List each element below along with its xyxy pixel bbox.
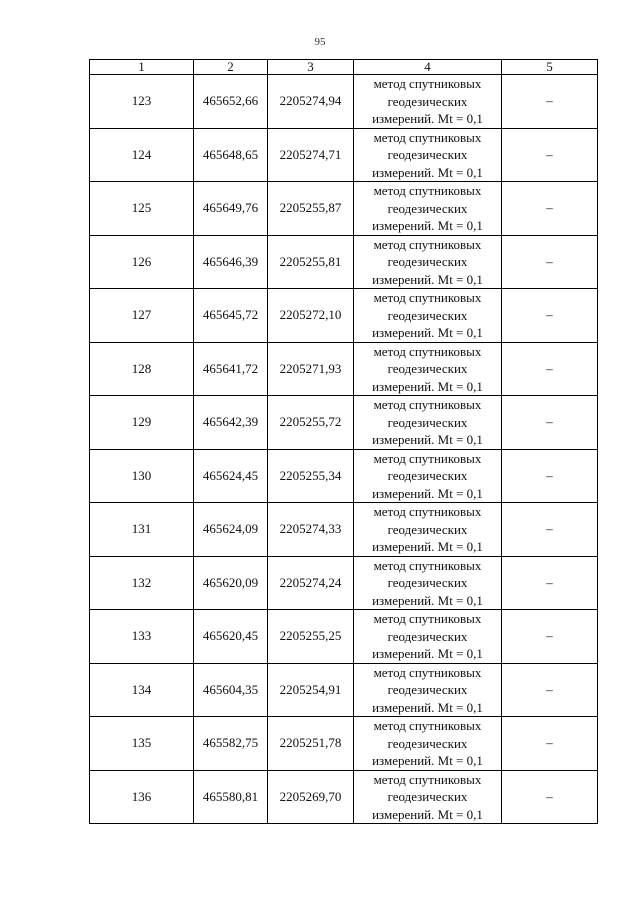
- method-cell: [354, 610, 502, 664]
- x-coordinate-cell: 465648,65: [194, 128, 268, 182]
- header-col-2: 2: [194, 60, 268, 75]
- method-line: измерений. Mt = 0,1: [372, 432, 483, 447]
- method-line: геодезических: [387, 254, 468, 269]
- method-line: метод спутниковых: [373, 76, 482, 91]
- note-cell: –: [502, 503, 598, 557]
- y-coordinate-cell: 2205251,78: [268, 717, 354, 771]
- method-line: измерений. Mt = 0,1: [372, 485, 483, 501]
- y-coordinate-cell: 2205274,71: [268, 128, 354, 182]
- x-coordinate-cell: 465604,35: [194, 663, 268, 717]
- method-line: метод спутниковых: [373, 664, 482, 680]
- header-col-3: 3: [268, 60, 354, 75]
- table-row: [90, 396, 598, 450]
- method-cell: [354, 396, 502, 450]
- method-line: геодезических: [387, 200, 468, 216]
- header-col-1: 1: [90, 60, 194, 75]
- y-coordinate-cell: 2205255,25: [268, 610, 354, 664]
- page-number: 95: [314, 36, 326, 48]
- method-line: геодезических: [387, 93, 468, 109]
- method-cell: [354, 342, 502, 396]
- table-row: [90, 128, 598, 182]
- point-number-cell: 124: [90, 128, 194, 182]
- method-line: измерений. Mt = 0,1: [372, 164, 483, 180]
- method-line: геодезических: [387, 307, 468, 323]
- point-number-cell: 128: [90, 342, 194, 396]
- method-cell: [354, 770, 502, 824]
- method-cell: [354, 182, 502, 236]
- note-cell: –: [502, 235, 598, 289]
- note-cell: –: [502, 610, 598, 664]
- method-cell: [354, 556, 502, 610]
- table-row: [90, 182, 598, 236]
- x-coordinate-cell: 465624,45: [194, 449, 268, 503]
- x-coordinate-cell: 465646,39: [194, 235, 268, 289]
- table-row: [90, 663, 598, 717]
- method-line: геодезических: [387, 468, 468, 483]
- x-coordinate-cell: 465642,39: [194, 396, 268, 450]
- method-cell: [354, 235, 502, 289]
- method-line: измерений. Mt = 0,1: [372, 271, 483, 287]
- note-cell: –: [502, 182, 598, 236]
- method-line: метод спутниковых: [373, 290, 482, 305]
- y-coordinate-cell: 2205274,33: [268, 503, 354, 557]
- method-line: геодезических: [387, 361, 468, 376]
- header-col-5: 5: [502, 60, 598, 75]
- method-line: измерений. Mt = 0,1: [372, 646, 483, 661]
- note-cell: –: [502, 342, 598, 396]
- table-row: [90, 556, 598, 610]
- method-line: метод спутниковых: [373, 129, 482, 145]
- method-line: метод спутниковых: [373, 771, 482, 787]
- point-number-cell: 132: [90, 556, 194, 610]
- y-coordinate-cell: 2205254,91: [268, 663, 354, 717]
- x-coordinate-cell: 465580,81: [194, 770, 268, 824]
- point-number-cell: 125: [90, 182, 194, 236]
- x-coordinate-cell: 465620,09: [194, 556, 268, 610]
- method-line: измерений. Mt = 0,1: [372, 753, 483, 768]
- note-cell: –: [502, 289, 598, 343]
- point-number-cell: 135: [90, 717, 194, 771]
- method-line: измерений. Mt = 0,1: [372, 111, 483, 126]
- point-number-cell: 136: [90, 770, 194, 824]
- y-coordinate-cell: 2205255,34: [268, 449, 354, 503]
- method-line: измерений. Mt = 0,1: [372, 806, 483, 822]
- table-body: [90, 75, 598, 824]
- method-line: измерений. Mt = 0,1: [372, 325, 483, 340]
- point-number-cell: 127: [90, 289, 194, 343]
- method-line: метод спутниковых: [373, 397, 482, 412]
- table-row: [90, 342, 598, 396]
- note-cell: –: [502, 128, 598, 182]
- point-number-cell: 130: [90, 449, 194, 503]
- method-line: метод спутниковых: [373, 557, 482, 573]
- method-line: геодезических: [387, 147, 468, 162]
- coordinates-table: [89, 59, 598, 824]
- y-coordinate-cell: 2205274,24: [268, 556, 354, 610]
- y-coordinate-cell: 2205272,10: [268, 289, 354, 343]
- method-line: измерений. Mt = 0,1: [372, 592, 483, 608]
- note-cell: –: [502, 396, 598, 450]
- note-cell: –: [502, 663, 598, 717]
- method-line: метод спутниковых: [373, 718, 482, 733]
- note-cell: –: [502, 75, 598, 129]
- point-number-cell: 133: [90, 610, 194, 664]
- point-number-cell: 123: [90, 75, 194, 129]
- method-line: геодезических: [387, 521, 468, 537]
- table-row: [90, 289, 598, 343]
- method-line: геодезических: [387, 789, 468, 804]
- y-coordinate-cell: 2205255,72: [268, 396, 354, 450]
- point-number-cell: 126: [90, 235, 194, 289]
- table-row: [90, 449, 598, 503]
- method-line: геодезических: [387, 575, 468, 590]
- point-number-cell: 131: [90, 503, 194, 557]
- method-line: геодезических: [387, 628, 468, 644]
- table-row: [90, 235, 598, 289]
- note-cell: –: [502, 556, 598, 610]
- method-line: геодезических: [387, 682, 468, 697]
- point-number-cell: 129: [90, 396, 194, 450]
- method-line: метод спутниковых: [373, 183, 482, 198]
- method-line: метод спутниковых: [373, 504, 482, 519]
- y-coordinate-cell: 2205255,87: [268, 182, 354, 236]
- y-coordinate-cell: 2205255,81: [268, 235, 354, 289]
- x-coordinate-cell: 465582,75: [194, 717, 268, 771]
- y-coordinate-cell: 2205269,70: [268, 770, 354, 824]
- x-coordinate-cell: 465645,72: [194, 289, 268, 343]
- method-cell: [354, 128, 502, 182]
- note-cell: –: [502, 449, 598, 503]
- method-line: измерений. Mt = 0,1: [372, 378, 483, 394]
- table-row: [90, 717, 598, 771]
- table-row: [90, 610, 598, 664]
- method-line: метод спутниковых: [373, 611, 482, 626]
- x-coordinate-cell: 465641,72: [194, 342, 268, 396]
- method-line: метод спутниковых: [373, 450, 482, 466]
- x-coordinate-cell: 465620,45: [194, 610, 268, 664]
- method-cell: [354, 449, 502, 503]
- note-cell: –: [502, 717, 598, 771]
- header-row: [90, 60, 598, 75]
- y-coordinate-cell: 2205274,94: [268, 75, 354, 129]
- method-cell: [354, 717, 502, 771]
- x-coordinate-cell: 465652,66: [194, 75, 268, 129]
- note-cell: –: [502, 770, 598, 824]
- method-line: измерений. Mt = 0,1: [372, 218, 483, 233]
- method-cell: [354, 75, 502, 129]
- method-line: геодезических: [387, 414, 468, 430]
- method-cell: [354, 289, 502, 343]
- table-row: [90, 770, 598, 824]
- point-number-cell: 134: [90, 663, 194, 717]
- method-line: геодезических: [387, 735, 468, 751]
- method-cell: [354, 503, 502, 557]
- table-row: [90, 503, 598, 557]
- method-line: измерений. Mt = 0,1: [372, 539, 483, 554]
- header-col-4: 4: [354, 60, 502, 75]
- x-coordinate-cell: 465649,76: [194, 182, 268, 236]
- table-row: [90, 75, 598, 129]
- method-line: метод спутниковых: [373, 236, 482, 252]
- y-coordinate-cell: 2205271,93: [268, 342, 354, 396]
- method-cell: [354, 663, 502, 717]
- x-coordinate-cell: 465624,09: [194, 503, 268, 557]
- method-line: метод спутниковых: [373, 343, 482, 359]
- method-line: измерений. Mt = 0,1: [372, 699, 483, 715]
